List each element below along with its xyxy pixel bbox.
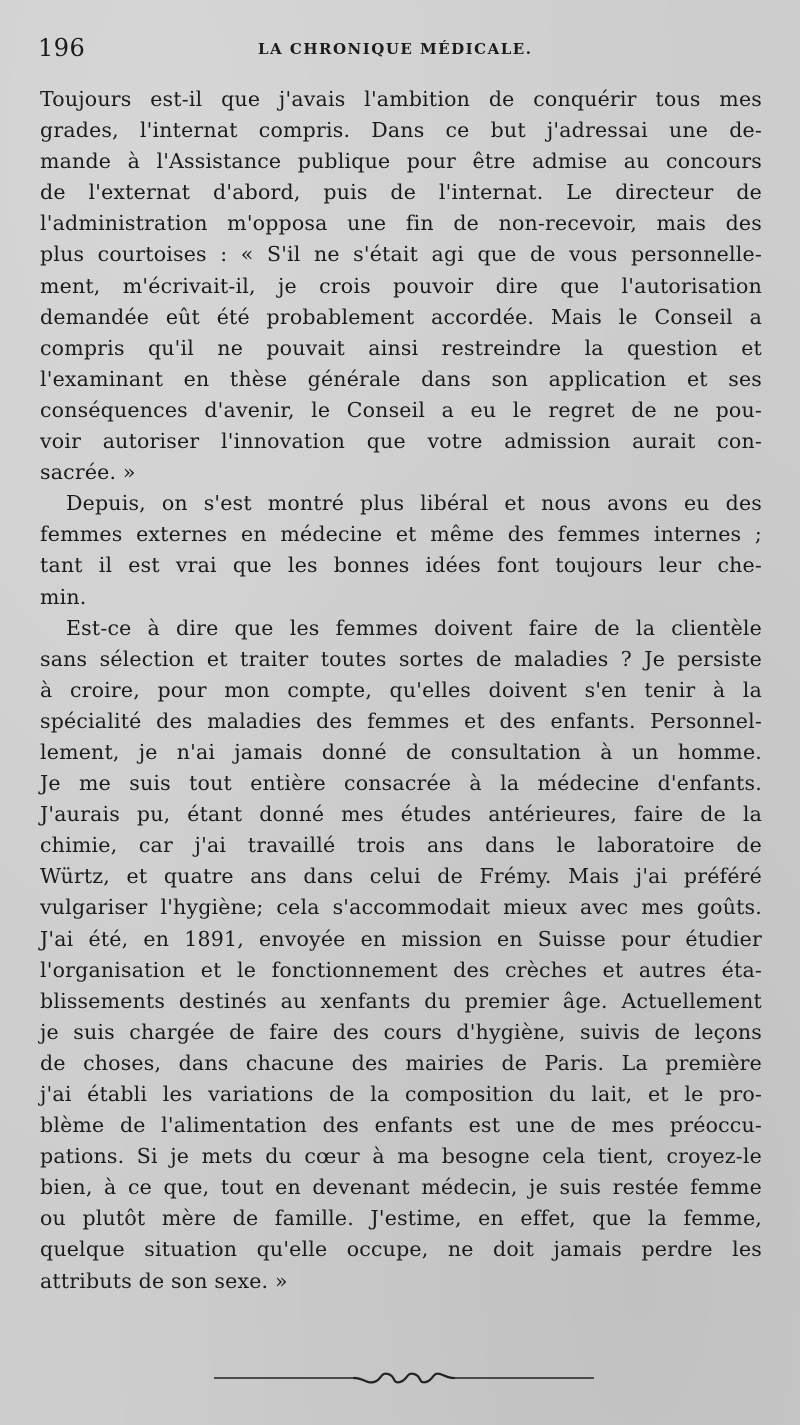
text-line: ou plutôt mère de famille. J'estime, en effet, que la femme, [40,1206,762,1231]
text-line: vulgariser l'hygiène; cela s'accommodait mieux avec mes goûts. [40,895,762,920]
text-line: mande à l'Assistance publique pour être admise au concours [40,149,762,174]
text-line: à croire, pour mon compte, qu'elles doivent s'en tenir à la [40,677,762,702]
section-end-ornament [214,1366,594,1390]
text-line: pations. Si je mets du cœur à ma besogne cela tient, croyez-le [40,1144,762,1169]
running-head: LA CHRONIQUE MÉDICALE. [258,40,533,58]
text-line: J'ai été, en 1891, envoyée en mission en Suisse pour étudier [40,926,762,951]
text-line: spécialité des maladies des femmes et des enfants. Personnel- [40,708,762,733]
text-line: lement, je n'ai jamais donné de consultation à un homme. [40,739,762,764]
text-line: quelque situation qu'elle occupe, ne doit jamais perdre les [40,1237,762,1262]
text-line: l'organisation et le fonctionnement des crèches et autres éta- [40,957,762,982]
text-line: tant il est vrai que les bonnes idées font toujours leur che- [40,553,762,578]
text-line: ment, m'écrivait-il, je crois pouvoir dire que l'autorisation [40,273,762,298]
text-line: femmes externes en médecine et même des femmes internes ; [40,522,762,547]
page-number: 196 [38,34,86,62]
text-line: de choses, dans chacune des mairies de Paris. La première [40,1050,762,1075]
text-line: l'administration m'opposa une fin de non-recevoir, mais des [40,211,762,236]
text-line: sans sélection et traiter toutes sortes de maladies ? Je persiste [40,646,762,671]
text-line: attributs de son sexe. » [40,1268,288,1293]
text-line: blème de l'alimentation des enfants est une de mes préoccu- [40,1113,762,1138]
text-line: je suis chargée de faire des cours d'hygiène, suivis de leçons [40,1019,762,1044]
text-line: voir autoriser l'innovation que votre admission aurait con- [40,429,762,454]
text-line: compris qu'il ne pouvait ainsi restreindre la question et [40,335,762,360]
text-line: min. [40,584,87,609]
text-line: Je me suis tout entière consacrée à la médecine d'enfants. [40,771,762,796]
text-line: Depuis, on s'est montré plus libéral et nous avons eu des [66,491,762,516]
text-line: demandée eût été probablement accordée. Mais le Conseil a [40,304,762,329]
text-line: Est-ce à dire que les femmes doivent faire de la clientèle [66,615,762,640]
text-line: chimie, car j'ai travaillé trois ans dans le laboratoire de [40,833,762,858]
text-line: plus courtoises : « S'il ne s'était agi que de vous personnelle- [40,242,762,267]
text-line: J'aurais pu, étant donné mes études antérieures, faire de la [40,802,762,827]
text-line: bien, à ce que, tout en devenant médecin, je suis restée femme [40,1175,762,1200]
text-line: sacrée. » [40,460,136,485]
body-text [40,84,762,1297]
text-line: grades, l'internat compris. Dans ce but j'adressai une de- [40,118,762,143]
text-line: conséquences d'avenir, le Conseil a eu le regret de ne pou- [40,397,762,422]
text-line: de l'externat d'abord, puis de l'internat. Le directeur de [40,180,762,205]
text-line: blissements destinés au xenfants du premier âge. Actuellement [40,988,762,1013]
text-line: Würtz, et quatre ans dans celui de Frémy. Mais j'ai préféré [40,864,762,889]
text-line: Toujours est-il que j'avais l'ambition de conquérir tous mes [40,87,762,111]
text-line: l'examinant en thèse générale dans son application et ses [40,366,762,391]
text-line: j'ai établi les variations de la composition du lait, et le pro- [40,1082,762,1106]
page-header [38,34,760,64]
